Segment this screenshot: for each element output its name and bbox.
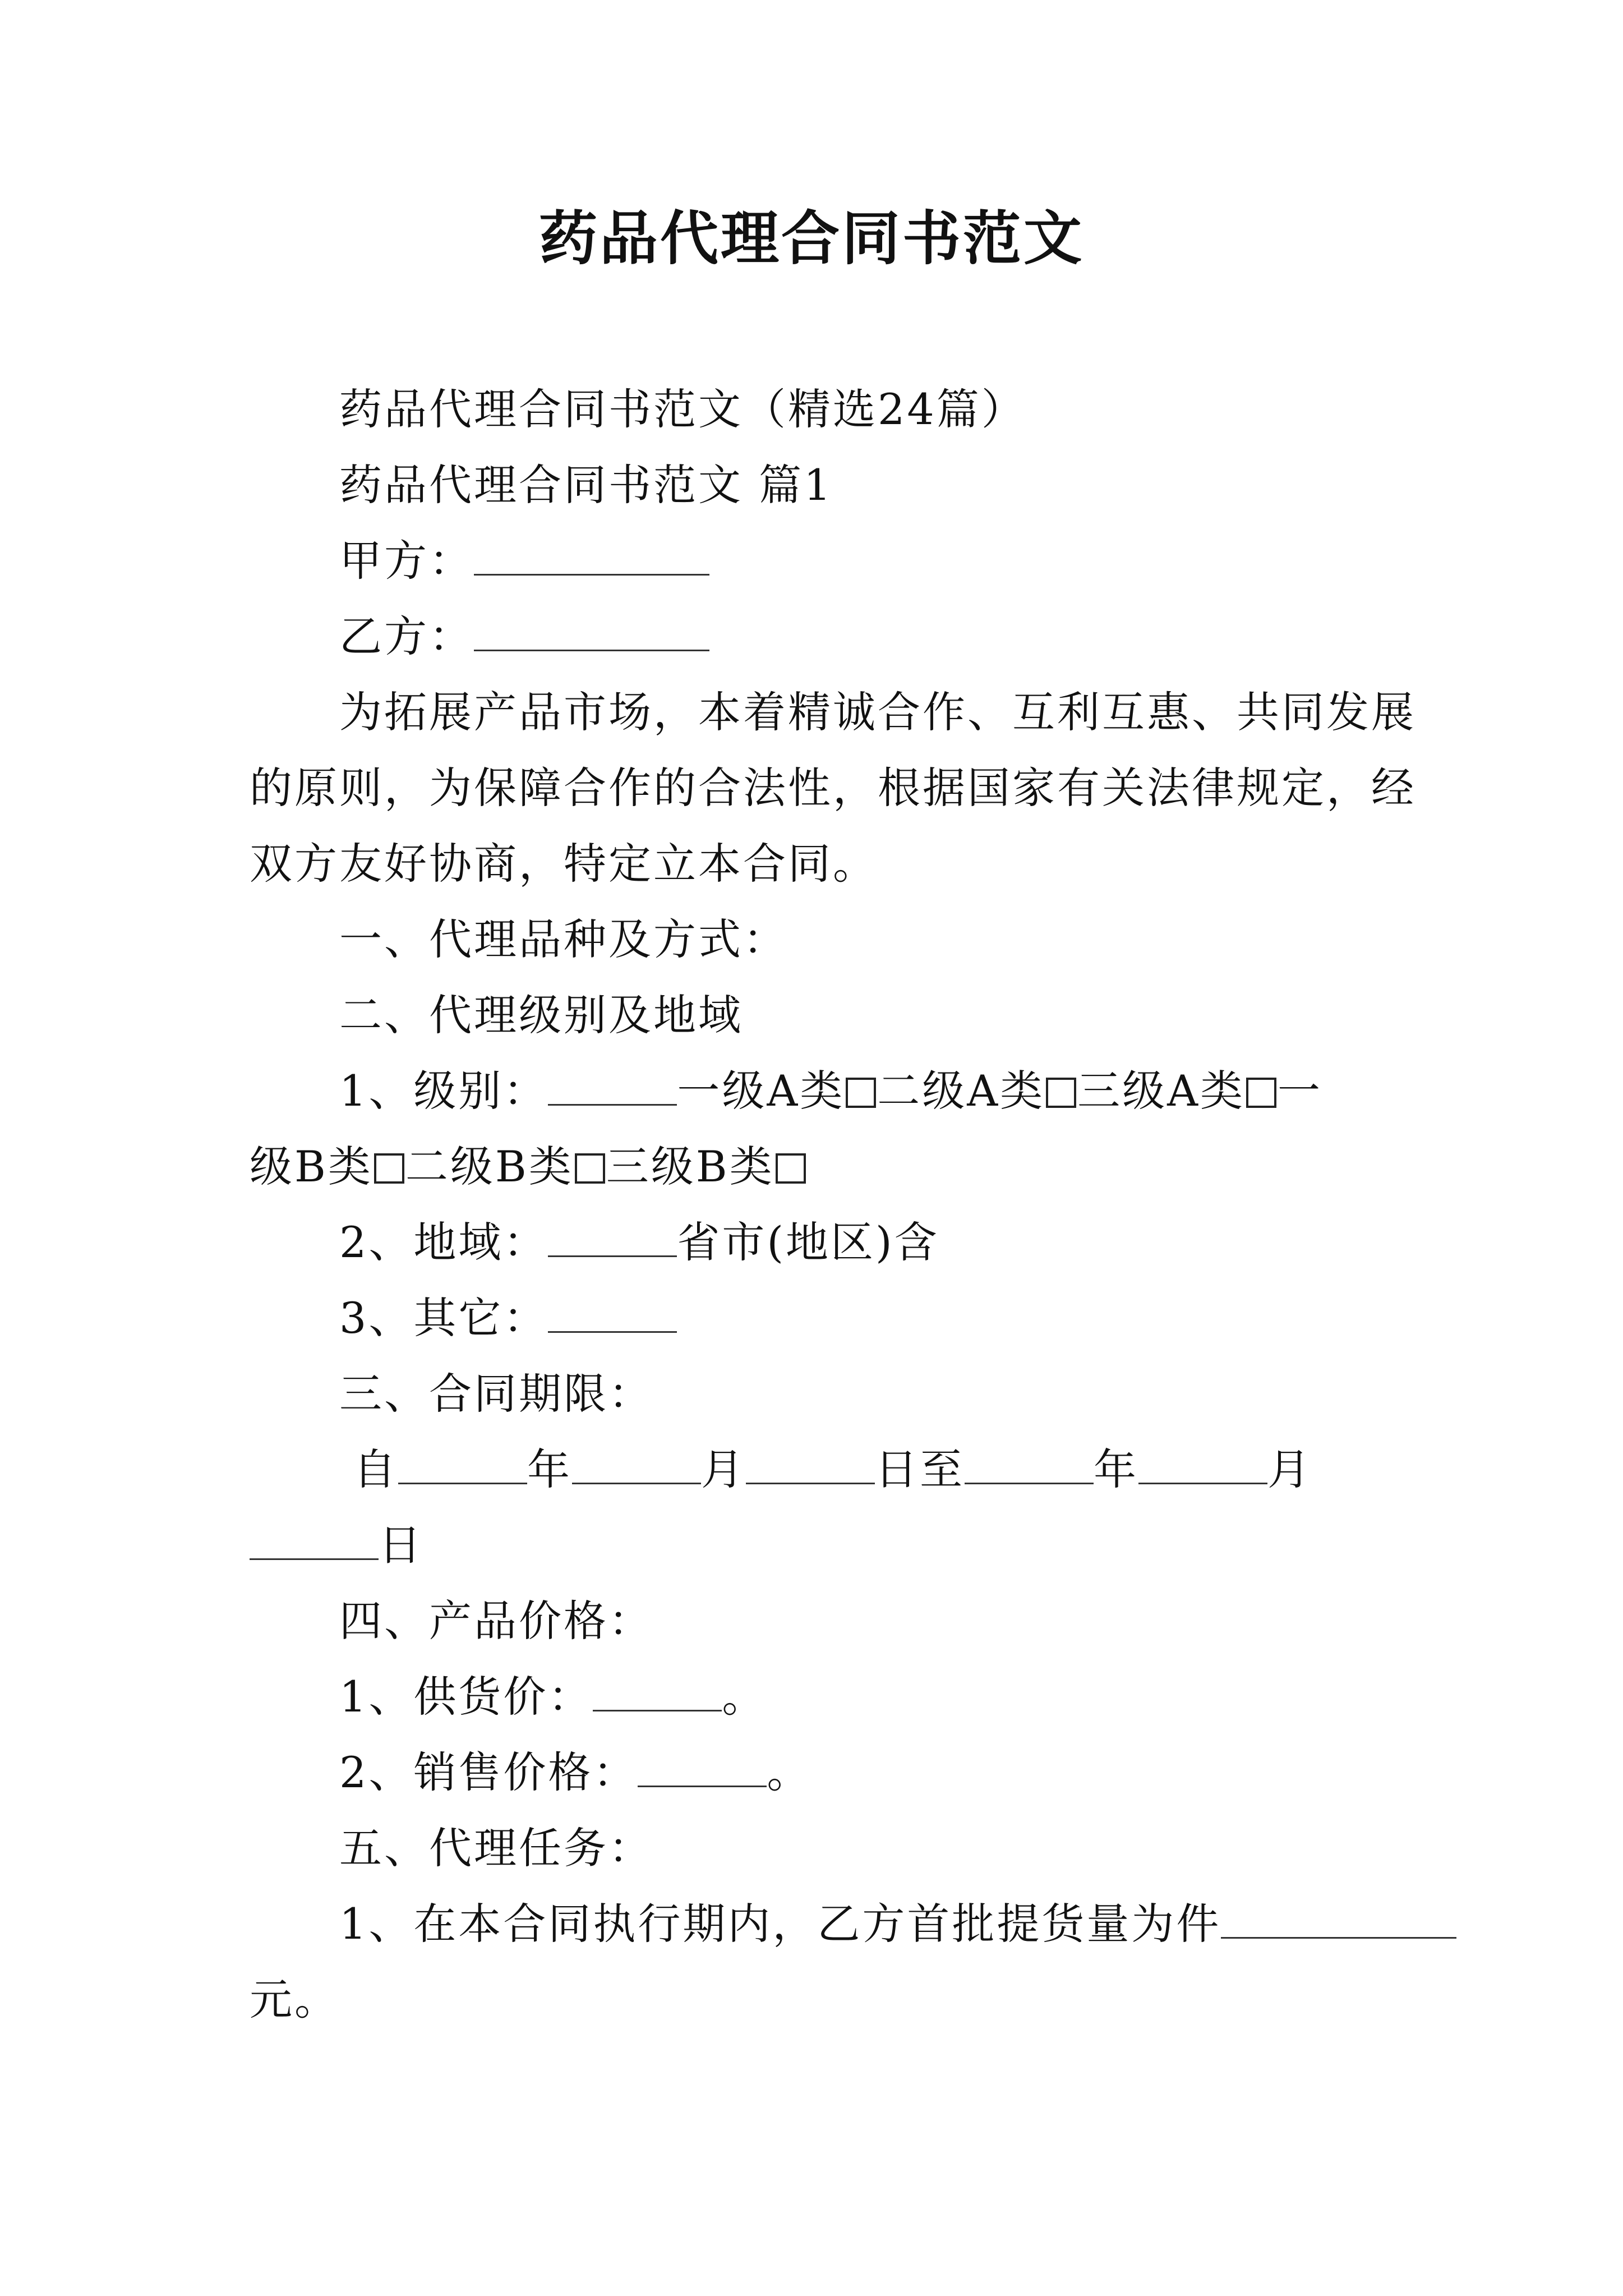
- supply-price-blank: [593, 1675, 722, 1711]
- level-option-1b: 级B类: [250, 1142, 373, 1191]
- checkbox-icon: [575, 1153, 605, 1184]
- term-line-cont: [250, 1517, 423, 1573]
- level-line-cont: [250, 1139, 807, 1195]
- section-2-heading: 二、代理级别及地域: [339, 990, 743, 1040]
- supply-price-line: [339, 1669, 767, 1725]
- party-b-line: [339, 609, 709, 665]
- party-b-blank: [474, 615, 709, 651]
- sale-price-end: 。: [767, 1747, 812, 1797]
- other-blank: [548, 1296, 677, 1333]
- term-month: 月: [701, 1444, 746, 1494]
- checkbox-icon: [776, 1153, 806, 1184]
- level-label: 1、级别：: [339, 1066, 548, 1116]
- term-line: [353, 1442, 1312, 1498]
- sale-price-blank: [638, 1751, 767, 1787]
- term-blank: [746, 1448, 875, 1484]
- term-year: 年: [527, 1444, 572, 1494]
- task-blank: [1221, 1902, 1456, 1939]
- checkbox-icon: [1246, 1078, 1276, 1108]
- party-a-label: 甲方：: [339, 536, 474, 586]
- section-5-heading: 五、代理任务：: [339, 1823, 653, 1873]
- level-option-3a: 三级A类: [1077, 1066, 1246, 1116]
- sale-price-line: [339, 1745, 811, 1801]
- intro-paragraph-line-2: 的原则，为保障合作的合法性，根据国家有关法律规定，经: [250, 763, 1416, 813]
- region-label: 2、地域：: [339, 1217, 548, 1267]
- checkbox-icon: [846, 1078, 876, 1108]
- section-heading: 药品代理合同书范文 篇1: [339, 460, 833, 510]
- term-blank: [1138, 1448, 1267, 1484]
- section-4-heading: 四、产品价格：: [339, 1596, 653, 1646]
- level-option-3b: 三级B类: [606, 1142, 774, 1191]
- term-month-end: 月: [1267, 1444, 1312, 1494]
- term-day-end: 日: [379, 1520, 423, 1570]
- level-line: [339, 1063, 1322, 1119]
- task-line-cont: 元。: [250, 1975, 339, 2024]
- section-1-heading: 一、代理品种及方式：: [339, 914, 788, 964]
- document-title: 药品代理合同书范文: [538, 204, 1084, 273]
- term-year-end: 年: [1094, 1444, 1138, 1494]
- intro-paragraph-line-1: 为拓展产品市场，本着精诚合作、互利互惠、共同发展: [339, 687, 1416, 737]
- other-label: 3、其它：: [339, 1293, 548, 1343]
- supply-price-end: 。: [722, 1672, 767, 1722]
- term-blank: [250, 1524, 379, 1560]
- term-blank: [398, 1448, 527, 1484]
- level-blank: [548, 1069, 677, 1106]
- party-a-line: [339, 533, 709, 589]
- other-line: [339, 1290, 677, 1346]
- term-blank: [965, 1448, 1094, 1484]
- document-subtitle: 药品代理合同书范文（精选24篇）: [339, 384, 1026, 434]
- level-option-2b: 二级B类: [405, 1142, 574, 1191]
- region-suffix: 省市(地区)含: [677, 1217, 939, 1267]
- level-option-1b-start: 一: [1278, 1066, 1323, 1116]
- sale-price-label: 2、销售价格：: [339, 1747, 638, 1797]
- party-a-blank: [474, 539, 709, 576]
- task-text: 1、在本合同执行期内，乙方首批提货量为件: [339, 1899, 1221, 1949]
- region-blank: [548, 1221, 677, 1257]
- party-b-label: 乙方：: [339, 611, 474, 661]
- section-3-heading: 三、合同期限：: [339, 1369, 653, 1419]
- term-day-to: 日至: [875, 1444, 965, 1494]
- checkbox-icon: [374, 1153, 404, 1184]
- level-option-2a: 二级A类: [877, 1066, 1045, 1116]
- intro-paragraph-line-3: 双方友好协商，特定立本合同。: [250, 839, 878, 889]
- term-blank: [572, 1448, 701, 1484]
- task-line: [339, 1896, 1456, 1952]
- supply-price-label: 1、供货价：: [339, 1672, 593, 1722]
- region-line: [339, 1214, 939, 1271]
- checkbox-icon: [1046, 1078, 1076, 1108]
- term-from: 自: [353, 1444, 398, 1494]
- level-option-1a: 一级A类: [677, 1066, 845, 1116]
